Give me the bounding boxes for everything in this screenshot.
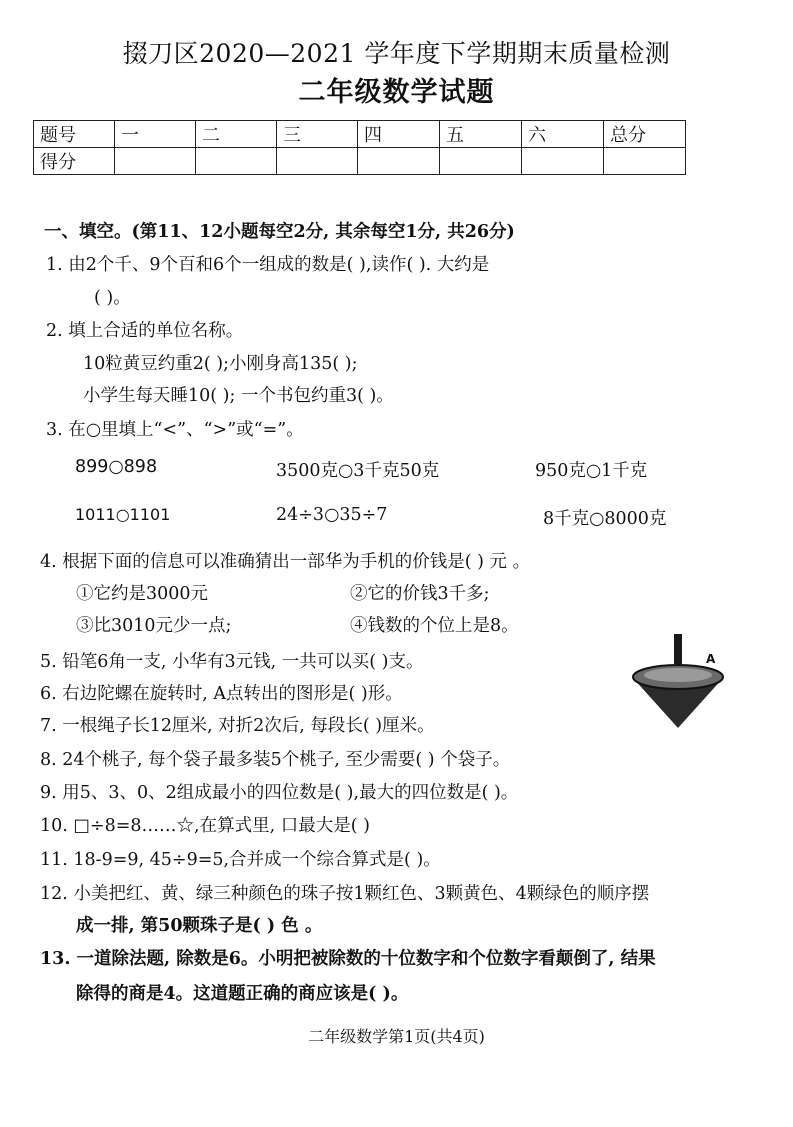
question-6: 6. 右边陀螺在旋转时, A点转出的图形是( )形。 bbox=[40, 684, 403, 704]
score-cell: 得分 bbox=[34, 148, 115, 175]
compare-item: 3500克○3千克50克 bbox=[276, 461, 440, 481]
score-table-score-row bbox=[34, 148, 686, 175]
question-7: 7. 一根绳子长12厘米, 对折2次后, 每段长( )厘米。 bbox=[40, 716, 435, 736]
question-9: 9. 用5、3、0、2组成最小的四位数是( ),最大的四位数是( )。 bbox=[40, 783, 519, 803]
question-1-cont: ( )。 bbox=[94, 288, 131, 308]
score-cell: 五 bbox=[440, 121, 522, 148]
spinning-top-figure bbox=[628, 630, 728, 730]
question-4-option-4: ④钱数的个位上是8。 bbox=[350, 616, 519, 636]
score-table bbox=[33, 120, 686, 175]
question-1: 1. 由2个千、9个百和6个一组成的数是( ),读作( ). 大约是 bbox=[46, 255, 490, 275]
question-4-option-1: ①它约是3000元 bbox=[76, 584, 209, 604]
question-2-line-a: 10粒黄豆约重2( );小刚身高135( ); bbox=[83, 354, 358, 374]
question-4-option-3: ③比3010元少一点; bbox=[76, 616, 232, 636]
question-10: 10. □÷8=8……☆,在算式里, 口最大是( ) bbox=[40, 816, 370, 836]
compare-item: 8千克○8000克 bbox=[543, 509, 667, 529]
question-13-cont: 除得的商是4。这道题正确的商应该是( )。 bbox=[76, 984, 409, 1004]
top-spindle bbox=[674, 634, 682, 664]
score-input-cell[interactable] bbox=[522, 148, 604, 175]
question-12: 12. 小美把红、黄、绿三种颜色的珠子按1颗红色、3颗黄色、4颗绿色的顺序摆 bbox=[40, 884, 650, 904]
score-cell: 一 bbox=[115, 121, 196, 148]
exam-header: 掇刀区2020—2021 学年度下学期期末质量检测 bbox=[122, 39, 671, 68]
question-11: 11. 18-9=9, 45÷9=5,合并成一个综合算式是( )。 bbox=[40, 850, 441, 870]
score-table-header-row bbox=[34, 121, 686, 148]
compare-item: 1011○1101 bbox=[75, 505, 171, 524]
compare-item: 950克○1千克 bbox=[535, 461, 648, 481]
compare-item: 24÷3○35÷7 bbox=[276, 505, 388, 525]
score-input-cell[interactable] bbox=[604, 148, 686, 175]
score-cell: 二 bbox=[196, 121, 277, 148]
question-4-option-2: ②它的价钱3千多; bbox=[350, 584, 490, 604]
score-input-cell[interactable] bbox=[440, 148, 522, 175]
page-footer: 二年级数学第1页(共4页) bbox=[308, 1027, 485, 1046]
question-5: 5. 铅笔6角一支, 小华有3元钱, 一共可以买( )支。 bbox=[40, 652, 424, 672]
score-cell: 三 bbox=[277, 121, 358, 148]
compare-item: 899○898 bbox=[75, 457, 158, 477]
question-2-line-b: 小学生每天睡10( ); 一个书包约重3( )。 bbox=[83, 386, 394, 406]
question-13: 13. 一道除法题, 除数是6。小明把被除数的十位数字和个位数字看颠倒了, 结果 bbox=[40, 949, 656, 969]
top-surface bbox=[644, 668, 712, 682]
question-3: 3. 在○里填上“<”、“>”或“=”。 bbox=[46, 420, 304, 440]
exam-title: 二年级数学试题 bbox=[298, 77, 495, 108]
score-input-cell[interactable] bbox=[277, 148, 358, 175]
section-heading: 一、填空。(第11、12小题每空2分, 其余每空1分, 共26分) bbox=[44, 222, 515, 242]
question-2: 2. 填上合适的单位名称。 bbox=[46, 321, 244, 341]
question-4: 4. 根据下面的信息可以准确猜出一部华为手机的价钱是( ) 元 。 bbox=[40, 552, 531, 572]
score-cell: 六 bbox=[522, 121, 604, 148]
question-8: 8. 24个桃子, 每个袋子最多装5个桃子, 至少需要( ) 个袋子。 bbox=[40, 750, 511, 770]
score-input-cell[interactable] bbox=[115, 148, 196, 175]
score-cell: 总分 bbox=[604, 121, 686, 148]
score-cell: 题号 bbox=[34, 121, 115, 148]
score-cell: 四 bbox=[358, 121, 440, 148]
point-a-label: A bbox=[706, 652, 716, 666]
score-input-cell[interactable] bbox=[358, 148, 440, 175]
score-input-cell[interactable] bbox=[196, 148, 277, 175]
question-12-cont: 成一排, 第50颗珠子是( ) 色 。 bbox=[76, 916, 323, 936]
